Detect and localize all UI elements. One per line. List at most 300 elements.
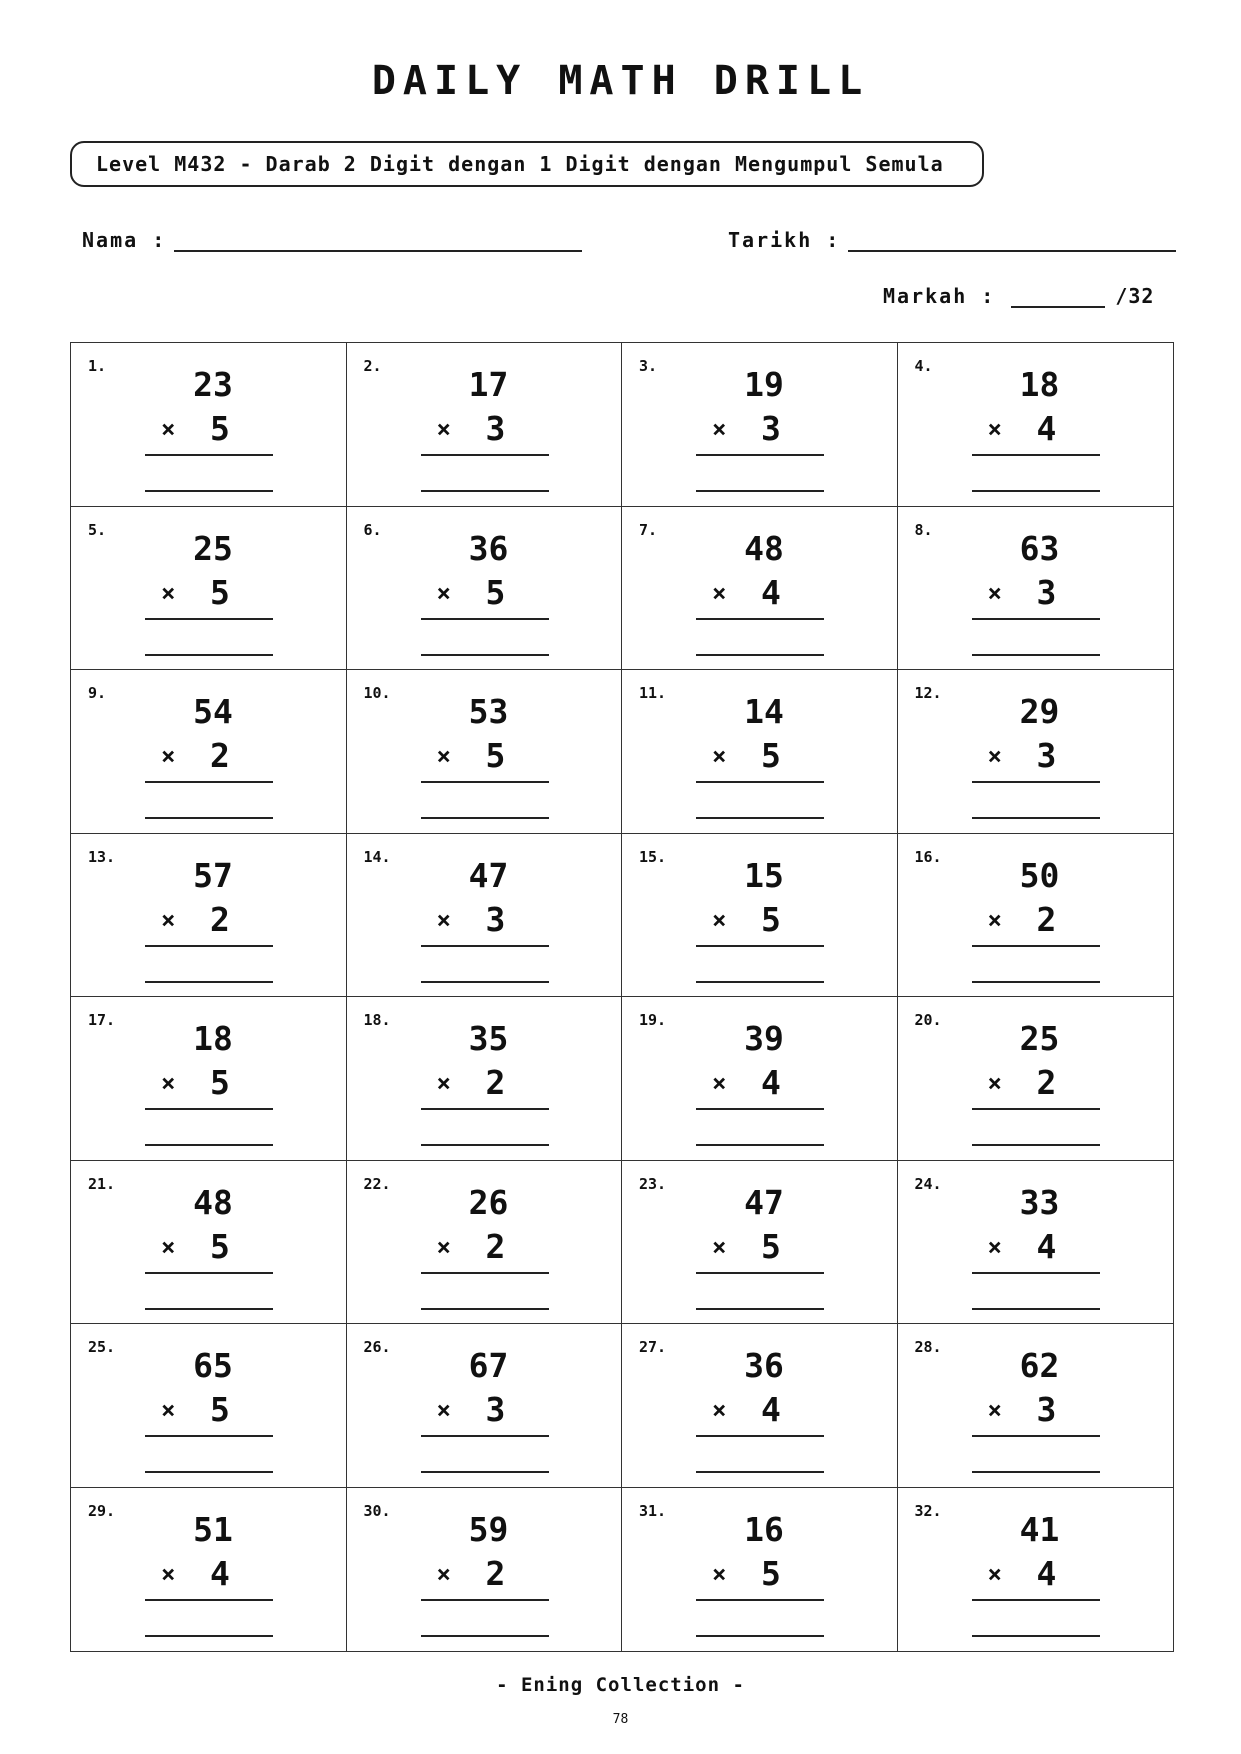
problem-number: 10. <box>363 684 391 702</box>
mark-total: /32 <box>1115 284 1155 308</box>
sum-rule <box>145 1435 273 1437</box>
problem-number: 4. <box>914 357 933 375</box>
multiplicand: 50 <box>1019 855 1060 895</box>
multiplicand: 29 <box>1019 692 1060 731</box>
sum-rule <box>696 618 824 620</box>
problem-body <box>145 527 273 656</box>
problem-cell <box>71 1161 347 1325</box>
answer-line[interactable] <box>972 981 1100 983</box>
sum-rule <box>145 1599 273 1601</box>
multiplicand: 14 <box>744 692 784 731</box>
sum-rule <box>696 1435 824 1437</box>
multiply-icon: × <box>436 1396 451 1424</box>
sum-rule <box>972 1272 1100 1274</box>
problem-body <box>421 854 549 983</box>
problem-grid <box>70 342 1174 1652</box>
problem-number: 1. <box>88 357 107 375</box>
sum-rule <box>421 1272 549 1274</box>
problem-number: 14. <box>363 847 391 866</box>
problem-cell <box>622 997 898 1161</box>
multiplier-row <box>972 734 1100 778</box>
problem-cell <box>71 507 347 671</box>
problem-number: 9. <box>88 684 107 702</box>
answer-line[interactable] <box>421 1144 549 1146</box>
problem-cell <box>347 997 623 1161</box>
multiplier: 2 <box>1036 899 1057 939</box>
multiply-icon: × <box>436 1559 451 1588</box>
problem-cell <box>622 834 898 998</box>
page-title: DAILY MATH DRILL <box>371 58 870 104</box>
problem-number: 19. <box>639 1011 667 1029</box>
problem-cell <box>347 1161 623 1325</box>
problem-number: 6. <box>363 520 382 539</box>
multiplier-row <box>696 571 824 615</box>
sum-rule <box>421 1108 549 1110</box>
answer-line[interactable] <box>421 654 549 656</box>
multiplier-row <box>972 571 1100 615</box>
problem-body <box>972 854 1100 983</box>
problem-cell <box>622 1161 898 1325</box>
multiplicand: 25 <box>193 528 233 568</box>
problem-number: 18. <box>363 1011 391 1029</box>
level-banner <box>70 141 984 187</box>
sum-rule <box>145 781 273 783</box>
multiplier: 3 <box>761 409 781 448</box>
multiplier: 5 <box>210 409 230 448</box>
answer-line[interactable] <box>421 1308 549 1310</box>
problem-body <box>421 1181 549 1310</box>
problem-number: 8. <box>914 520 933 539</box>
multiplicand: 33 <box>1019 1182 1060 1222</box>
sum-rule <box>972 1435 1100 1437</box>
sum-rule <box>696 1599 824 1601</box>
problem-body <box>145 1508 273 1637</box>
problem-cell <box>898 1324 1174 1488</box>
problem-body <box>696 1017 824 1146</box>
sum-rule <box>696 1108 824 1110</box>
mark-label: Markah : <box>883 284 996 308</box>
problem-body <box>421 363 549 492</box>
multiplier-row <box>696 1388 824 1432</box>
problem-cell <box>898 1488 1174 1652</box>
multiplier: 5 <box>761 1226 781 1266</box>
name-field <box>82 228 582 252</box>
sum-rule <box>145 1108 273 1110</box>
problem-body <box>421 1017 549 1146</box>
sum-rule <box>972 781 1100 783</box>
problem-number: 27. <box>639 1338 667 1356</box>
multiplier-row <box>696 898 824 942</box>
problem-body <box>972 363 1100 492</box>
multiply-icon: × <box>436 742 451 770</box>
multiplier: 4 <box>761 1063 781 1102</box>
problem-body <box>421 1508 549 1637</box>
multiply-icon: × <box>712 1559 727 1588</box>
multiply-icon: × <box>436 415 451 443</box>
multiplicand: 36 <box>744 1346 784 1385</box>
multiplier: 4 <box>761 572 781 612</box>
problem-number: 7. <box>639 520 658 539</box>
answer-line[interactable] <box>972 817 1100 819</box>
multiplier: 5 <box>761 1553 781 1593</box>
multiplicand: 17 <box>468 365 509 404</box>
problem-cell <box>898 1161 1174 1325</box>
problem-cell <box>71 670 347 834</box>
problem-cell <box>347 1488 623 1652</box>
problem-body <box>145 363 273 492</box>
problem-cell <box>71 997 347 1161</box>
sum-rule <box>145 945 273 947</box>
multiply-icon: × <box>436 905 451 934</box>
problem-body <box>972 527 1100 656</box>
answer-line[interactable] <box>421 490 549 492</box>
answer-line[interactable] <box>145 1635 273 1637</box>
problem-body <box>696 854 824 983</box>
multiplier: 3 <box>485 409 506 448</box>
multiplier-row <box>972 407 1100 451</box>
date-label: Tarikh : <box>728 228 841 252</box>
multiply-icon: × <box>987 905 1002 934</box>
multiplier: 4 <box>1036 1226 1057 1266</box>
problem-number: 26. <box>363 1338 391 1356</box>
problem-cell <box>347 343 623 507</box>
multiplicand: 62 <box>1019 1346 1060 1385</box>
answer-line[interactable] <box>972 654 1100 656</box>
problem-cell <box>622 1488 898 1652</box>
problem-body <box>421 1344 549 1473</box>
multiplier-row <box>421 898 549 942</box>
mark-input-line[interactable] <box>1011 305 1105 308</box>
multiply-icon: × <box>436 1069 451 1097</box>
problem-cell <box>622 670 898 834</box>
multiplier: 4 <box>1036 409 1057 448</box>
sum-rule <box>696 781 824 783</box>
multiplier-row <box>421 1388 549 1432</box>
problem-body <box>696 1181 824 1310</box>
answer-line[interactable] <box>696 1471 824 1473</box>
name-label: Nama : <box>82 228 167 252</box>
multiplier: 4 <box>761 1390 781 1429</box>
sum-rule <box>421 1599 549 1601</box>
multiplicand: 53 <box>468 692 509 731</box>
multiplier-row <box>145 1552 273 1596</box>
multiply-icon: × <box>712 905 727 934</box>
multiplicand: 41 <box>1019 1509 1060 1549</box>
multiplier: 5 <box>210 572 230 612</box>
problem-number: 28. <box>914 1338 942 1356</box>
problem-number: 22. <box>363 1174 391 1193</box>
sum-rule <box>972 945 1100 947</box>
answer-line[interactable] <box>696 654 824 656</box>
multiplier: 4 <box>1036 1553 1057 1593</box>
problem-cell <box>898 507 1174 671</box>
multiply-icon: × <box>712 1396 727 1424</box>
sum-rule <box>972 1599 1100 1601</box>
multiplier-row <box>696 734 824 778</box>
multiplier: 5 <box>210 1226 230 1266</box>
problem-number: 31. <box>639 1501 667 1520</box>
multiplier: 2 <box>485 1063 506 1102</box>
problem-number: 5. <box>88 520 107 539</box>
multiplier: 2 <box>1036 1063 1057 1102</box>
problem-cell <box>71 1488 347 1652</box>
answer-line[interactable] <box>421 1635 549 1637</box>
problem-number: 11. <box>639 684 667 702</box>
multiply-icon: × <box>161 1232 176 1261</box>
multiplier: 5 <box>485 572 506 612</box>
problem-number: 29. <box>88 1501 116 1520</box>
multiplier-row <box>145 1388 273 1432</box>
sum-rule <box>145 1272 273 1274</box>
multiplicand: 35 <box>468 1019 509 1058</box>
problem-body <box>696 1344 824 1473</box>
problem-cell <box>898 997 1174 1161</box>
problem-body <box>972 1017 1100 1146</box>
multiplier-row <box>696 1061 824 1105</box>
problem-cell <box>347 507 623 671</box>
multiply-icon: × <box>987 1559 1002 1588</box>
multiply-icon: × <box>161 415 176 443</box>
multiplicand: 18 <box>193 1019 233 1058</box>
multiplier-row <box>696 407 824 451</box>
multiplier-row <box>421 734 549 778</box>
multiplicand: 51 <box>193 1509 233 1549</box>
problem-number: 12. <box>914 684 942 702</box>
multiplicand: 26 <box>468 1182 509 1222</box>
multiplicand: 67 <box>468 1346 509 1385</box>
answer-line[interactable] <box>972 1144 1100 1146</box>
multiplicand: 36 <box>468 528 509 568</box>
problem-cell <box>622 1324 898 1488</box>
multiply-icon: × <box>161 742 176 770</box>
multiply-icon: × <box>436 578 451 607</box>
sum-rule <box>696 1272 824 1274</box>
multiply-icon: × <box>161 1559 176 1588</box>
multiply-icon: × <box>161 578 176 607</box>
multiplier-row <box>421 571 549 615</box>
problem-number: 16. <box>914 847 942 866</box>
problem-number: 13. <box>88 847 116 866</box>
sum-rule <box>421 1435 549 1437</box>
multiplier-row <box>421 1225 549 1269</box>
sum-rule <box>421 454 549 456</box>
multiplier: 2 <box>210 899 230 939</box>
answer-line[interactable] <box>145 817 273 819</box>
problem-body <box>972 1508 1100 1637</box>
problem-number: 3. <box>639 357 658 375</box>
problem-body <box>145 1181 273 1310</box>
problem-body <box>145 854 273 983</box>
multiplicand: 65 <box>193 1346 233 1385</box>
problem-cell <box>898 834 1174 998</box>
multiplicand: 48 <box>744 528 784 568</box>
name-input-line[interactable] <box>174 249 582 252</box>
multiplier-row <box>145 571 273 615</box>
multiplier-row <box>145 734 273 778</box>
answer-line[interactable] <box>972 1471 1100 1473</box>
problem-cell <box>347 1324 623 1488</box>
multiplier-row <box>145 1225 273 1269</box>
multiplier-row <box>145 407 273 451</box>
multiplier-row <box>421 407 549 451</box>
multiplier: 3 <box>1036 572 1057 612</box>
problem-body <box>421 527 549 656</box>
multiplier: 5 <box>485 736 506 775</box>
multiplier-row <box>145 1061 273 1105</box>
problem-body <box>696 527 824 656</box>
multiplicand: 16 <box>744 1509 784 1549</box>
level-text: Level M432 - Darab 2 Digit dengan 1 Digit dengan Mengumpul Semula <box>96 152 944 176</box>
multiplier-row <box>145 898 273 942</box>
answer-line[interactable] <box>145 1144 273 1146</box>
multiplier: 5 <box>210 1390 230 1429</box>
problem-cell <box>71 343 347 507</box>
multiplier-row <box>972 1388 1100 1432</box>
multiplier: 3 <box>1036 1390 1057 1429</box>
sum-rule <box>972 454 1100 456</box>
multiplicand: 47 <box>744 1182 784 1222</box>
multiply-icon: × <box>987 1069 1002 1097</box>
multiplier: 2 <box>210 736 230 775</box>
answer-line[interactable] <box>696 490 824 492</box>
answer-line[interactable] <box>421 817 549 819</box>
problem-number: 15. <box>639 847 667 866</box>
multiplicand: 19 <box>744 365 784 404</box>
multiply-icon: × <box>987 1232 1002 1261</box>
problem-cell <box>622 343 898 507</box>
multiplier-row <box>972 1061 1100 1105</box>
problem-cell <box>71 1324 347 1488</box>
problem-body <box>145 1017 273 1146</box>
problem-body <box>696 363 824 492</box>
multiplier: 5 <box>761 736 781 775</box>
problem-number: 21. <box>88 1174 116 1193</box>
answer-line[interactable] <box>696 1308 824 1310</box>
problem-cell <box>622 507 898 671</box>
problem-body <box>145 1344 273 1473</box>
answer-line[interactable] <box>696 1635 824 1637</box>
answer-line[interactable] <box>145 981 273 983</box>
multiplier: 3 <box>485 899 506 939</box>
problem-body <box>972 690 1100 819</box>
multiplicand: 48 <box>193 1182 233 1222</box>
multiplier: 5 <box>761 899 781 939</box>
sum-rule <box>421 945 549 947</box>
multiply-icon: × <box>987 415 1002 443</box>
multiplier-row <box>972 1552 1100 1596</box>
problem-cell <box>71 834 347 998</box>
multiplicand: 39 <box>744 1019 784 1058</box>
problem-body <box>696 690 824 819</box>
problem-body <box>972 1181 1100 1310</box>
multiplicand: 47 <box>468 855 509 895</box>
multiplier: 2 <box>485 1553 506 1593</box>
multiply-icon: × <box>712 415 727 443</box>
multiplier-row <box>696 1225 824 1269</box>
answer-line[interactable] <box>145 490 273 492</box>
problem-number: 23. <box>639 1174 667 1193</box>
multiplier: 5 <box>210 1063 230 1102</box>
multiplier: 4 <box>210 1553 230 1593</box>
answer-line[interactable] <box>972 1635 1100 1637</box>
sum-rule <box>421 781 549 783</box>
answer-line[interactable] <box>421 981 549 983</box>
multiplier: 2 <box>485 1226 506 1266</box>
date-field <box>728 228 1176 252</box>
problem-number: 25. <box>88 1338 116 1356</box>
problem-number: 32. <box>914 1501 942 1520</box>
multiply-icon: × <box>436 1232 451 1261</box>
multiply-icon: × <box>161 1069 176 1097</box>
answer-line[interactable] <box>696 981 824 983</box>
problem-body <box>145 690 273 819</box>
multiplier-row <box>421 1061 549 1105</box>
answer-line[interactable] <box>421 1471 549 1473</box>
multiply-icon: × <box>712 742 727 770</box>
multiplicand: 23 <box>193 365 233 404</box>
answer-line[interactable] <box>972 1308 1100 1310</box>
problem-body <box>972 1344 1100 1473</box>
sum-rule <box>421 618 549 620</box>
problem-cell <box>898 343 1174 507</box>
problem-number: 2. <box>363 357 382 375</box>
answer-line[interactable] <box>145 1471 273 1473</box>
problem-body <box>421 690 549 819</box>
problem-cell <box>347 670 623 834</box>
problem-number: 17. <box>88 1011 116 1029</box>
multiplicand: 18 <box>1019 365 1060 404</box>
answer-line[interactable] <box>145 654 273 656</box>
problem-number: 24. <box>914 1174 942 1193</box>
multiply-icon: × <box>987 1396 1002 1424</box>
answer-line[interactable] <box>696 1144 824 1146</box>
multiplicand: 15 <box>744 855 784 895</box>
multiply-icon: × <box>161 1396 176 1424</box>
multiply-icon: × <box>712 578 727 607</box>
sum-rule <box>696 454 824 456</box>
mark-field <box>883 284 1154 308</box>
multiply-icon: × <box>987 578 1002 607</box>
sum-rule <box>145 454 273 456</box>
multiplier: 3 <box>485 1390 506 1429</box>
sum-rule <box>696 945 824 947</box>
page-number: 78 <box>612 1712 629 1727</box>
problem-number: 20. <box>914 1011 942 1029</box>
problem-body <box>696 1508 824 1637</box>
footer-credit: - Ening Collection - <box>496 1674 745 1696</box>
multiply-icon: × <box>987 742 1002 770</box>
multiplier: 3 <box>1036 736 1057 775</box>
multiplicand: 54 <box>193 692 233 731</box>
multiplicand: 59 <box>468 1509 509 1549</box>
multiplier-row <box>972 898 1100 942</box>
answer-line[interactable] <box>972 490 1100 492</box>
multiply-icon: × <box>161 905 176 934</box>
multiplicand: 63 <box>1019 528 1060 568</box>
sum-rule <box>972 618 1100 620</box>
multiplier-row <box>696 1552 824 1596</box>
answer-line[interactable] <box>145 1308 273 1310</box>
multiplicand: 57 <box>193 855 233 895</box>
problem-number: 30. <box>363 1501 391 1520</box>
multiplicand: 25 <box>1019 1019 1060 1058</box>
sum-rule <box>145 618 273 620</box>
answer-line[interactable] <box>696 817 824 819</box>
sum-rule <box>972 1108 1100 1110</box>
multiply-icon: × <box>712 1069 727 1097</box>
problem-cell <box>347 834 623 998</box>
date-input-line[interactable] <box>848 249 1176 252</box>
